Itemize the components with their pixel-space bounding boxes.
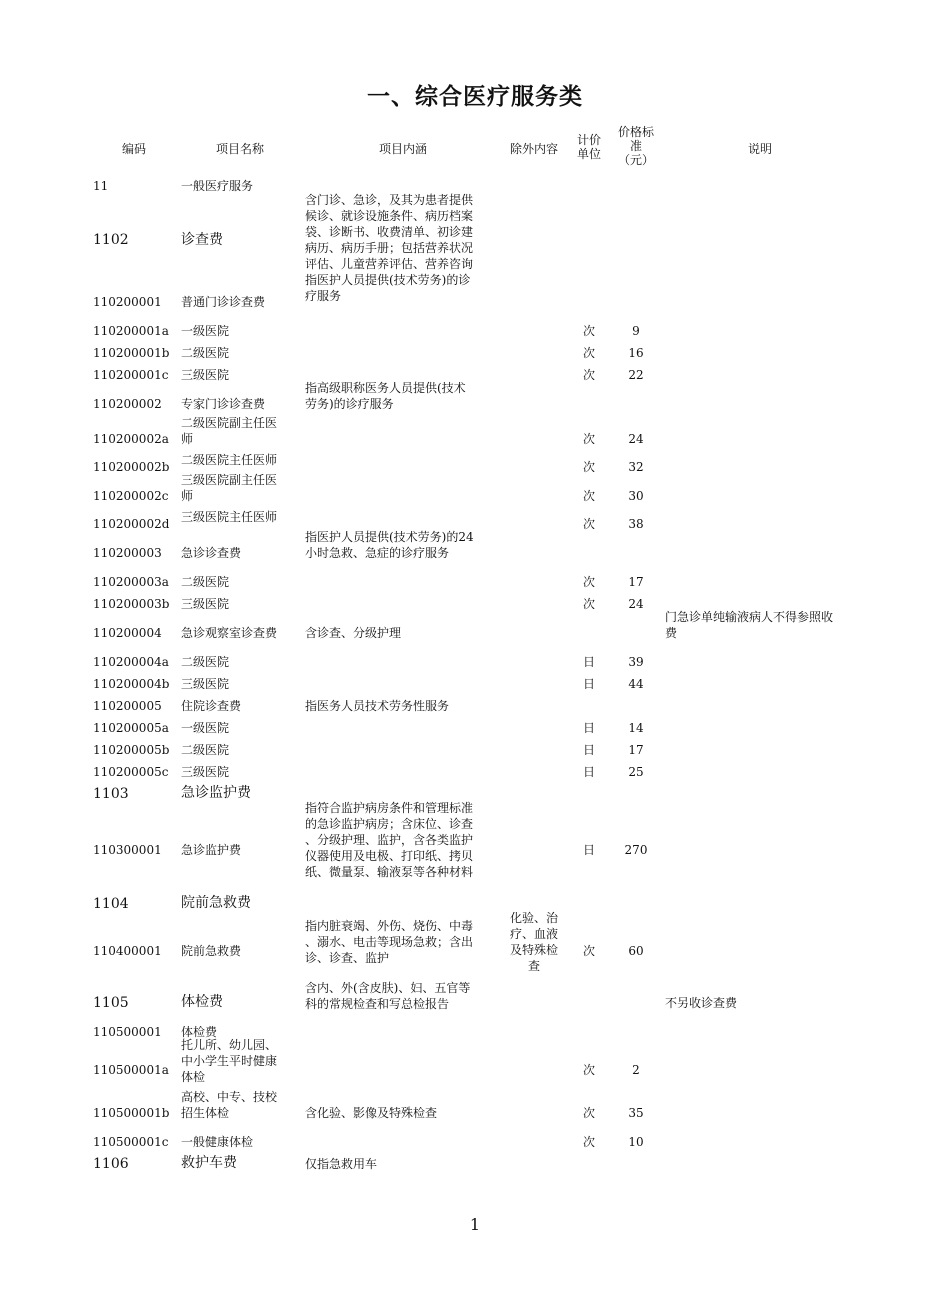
code-cell: 1103 — [93, 786, 129, 802]
code-cell: 110200001c — [93, 368, 169, 382]
price-cell: 24 — [628, 432, 644, 446]
item-name-cell: 急诊诊查费 — [181, 546, 242, 560]
item-name-cell: 三级医院副主任医 师 — [181, 473, 278, 503]
item-name-cell: 院前急救费 — [181, 944, 242, 958]
price-cell: 39 — [628, 655, 644, 669]
code-cell: 110200002a — [93, 432, 169, 446]
item-name-cell: 诊查费 — [181, 232, 223, 248]
item-name-cell: 三级医院 — [181, 677, 230, 691]
description-cell: 含内、外(含皮肤)、妇、五官等 科的常规检查和写总检报告 — [305, 981, 471, 1011]
unit-cell: 次 — [582, 346, 595, 360]
price-cell: 24 — [628, 597, 644, 611]
price-cell: 17 — [628, 743, 644, 757]
note-cell: 不另收诊查费 — [665, 996, 738, 1010]
unit-cell: 次 — [582, 1135, 595, 1149]
price-cell: 22 — [628, 368, 644, 382]
item-name-cell: 一级医院 — [181, 324, 230, 338]
item-name-cell: 一级医院 — [181, 721, 230, 735]
unit-cell: 次 — [582, 324, 595, 338]
description-cell: 指医护人员提供(技术劳务)的24 小时急救、急症的诊疗服务 — [305, 530, 474, 560]
item-name-cell: 二级医院 — [181, 575, 230, 589]
code-cell: 1104 — [93, 896, 129, 912]
code-cell: 11 — [93, 179, 109, 193]
unit-cell: 次 — [582, 597, 595, 611]
item-name-cell: 急诊监护费 — [181, 843, 242, 857]
item-name-cell: 托儿所、幼儿园、 中小学生平时健康 体检 — [181, 1038, 278, 1084]
code-cell: 110200004b — [93, 677, 170, 691]
description-cell: 指医务人员技术劳务性服务 — [305, 699, 450, 713]
unit-cell: 次 — [582, 944, 595, 958]
price-cell: 25 — [628, 765, 644, 779]
unit-cell: 次 — [582, 1063, 595, 1077]
unit-cell: 次 — [582, 1106, 595, 1120]
code-cell: 110200001b — [93, 346, 170, 360]
price-cell: 44 — [628, 677, 644, 691]
item-name-cell: 院前急救费 — [181, 895, 251, 911]
item-name-cell: 二级医院主任医师 — [181, 453, 278, 467]
description-cell: 含诊查、分级护理 — [305, 626, 402, 640]
code-cell: 110500001a — [93, 1063, 169, 1077]
item-name-cell: 一般医疗服务 — [181, 179, 254, 193]
item-name-cell: 二级医院 — [181, 655, 230, 669]
description-cell: 仅指急救用车 — [305, 1157, 378, 1171]
item-name-cell: 一般健康体检 — [181, 1135, 254, 1149]
item-name-cell: 急诊监护费 — [181, 785, 251, 801]
note-cell: 门急诊单纯输液病人不得参照收 费 — [665, 610, 834, 640]
code-cell: 110200004 — [93, 626, 162, 640]
code-cell: 110300001 — [93, 843, 162, 857]
price-cell: 270 — [624, 843, 648, 857]
unit-cell: 次 — [582, 489, 595, 503]
header-name: 项目名称 — [215, 142, 264, 156]
header-code: 编码 — [121, 142, 146, 156]
item-name-cell: 二级医院 — [181, 743, 230, 757]
price-cell: 38 — [628, 517, 644, 531]
page-number: 1 — [469, 1215, 481, 1234]
exclusion-cell: 化验、治 疗、血液 及特殊检 查 — [509, 911, 558, 973]
item-name-cell: 二级医院副主任医 师 — [181, 416, 278, 446]
code-cell: 110500001c — [93, 1135, 169, 1149]
description-cell: 指符合监护病房条件和管理标准 的急诊监护病房；含床位、诊查 、分级护理、监护，含各类监护 仪器使用及电极、打印纸、拷贝 纸、微量泵、输液泵等各种材料 — [305, 801, 474, 879]
price-cell: 17 — [628, 575, 644, 589]
item-name-cell: 急诊观察室诊查费 — [181, 626, 278, 640]
code-cell: 110200001a — [93, 324, 169, 338]
code-cell: 110400001 — [93, 944, 162, 958]
code-cell: 110200003 — [93, 546, 162, 560]
unit-cell: 日 — [582, 843, 595, 857]
item-name-cell: 专家门诊诊查费 — [181, 397, 266, 411]
price-cell: 16 — [628, 346, 644, 360]
code-cell: 110200005 — [93, 699, 162, 713]
price-cell: 10 — [628, 1135, 644, 1149]
header-price: 价格标 准 （元） — [617, 125, 654, 167]
item-name-cell: 三级医院主任医师 — [181, 510, 278, 524]
unit-cell: 次 — [582, 517, 595, 531]
description-cell: 指内脏衰竭、外伤、烧伤、中毒 、溺水、电击等现场急救；含出 诊、诊查、监护 — [305, 919, 474, 965]
unit-cell: 次 — [582, 575, 595, 589]
unit-cell: 日 — [582, 677, 595, 691]
code-cell: 110200004a — [93, 655, 169, 669]
code-cell: 110200003b — [93, 597, 170, 611]
item-name-cell: 三级医院 — [181, 368, 230, 382]
code-cell: 110500001b — [93, 1106, 170, 1120]
header-desc: 项目内涵 — [378, 142, 427, 156]
item-name-cell: 三级医院 — [181, 765, 230, 779]
price-cell: 30 — [628, 489, 644, 503]
code-cell: 110200002c — [93, 489, 169, 503]
page-title: 一、综合医疗服务类 — [367, 83, 583, 110]
code-cell: 1106 — [93, 1156, 129, 1172]
price-cell: 35 — [628, 1106, 644, 1120]
code-cell: 110200002b — [93, 460, 170, 474]
item-name-cell: 住院诊查费 — [181, 699, 242, 713]
code-cell: 1105 — [93, 995, 129, 1011]
header-excl: 除外内容 — [509, 142, 558, 156]
code-cell: 110200005c — [93, 765, 169, 779]
code-cell: 110500001 — [93, 1025, 162, 1039]
item-name-cell: 救护车费 — [181, 1155, 237, 1171]
unit-cell: 日 — [582, 655, 595, 669]
item-name-cell: 普通门诊诊查费 — [181, 295, 266, 309]
item-name-cell: 二级医院 — [181, 346, 230, 360]
unit-cell: 日 — [582, 721, 595, 735]
price-cell: 2 — [632, 1063, 640, 1077]
item-name-cell: 体检费 — [181, 1025, 218, 1039]
description-cell: 含门诊、急诊，及其为患者提供 候诊、就诊设施条件、病历档案 袋、诊断书、收费清单、初诊建 病历、病历手册；包括营养状况 评估、儿童营养评估、营养咨询 指医护人员提供(技术劳务)的诊 疗服务 — [305, 193, 474, 303]
code-cell: 110200002 — [93, 397, 162, 411]
code-cell: 1102 — [93, 232, 129, 248]
unit-cell: 次 — [582, 368, 595, 382]
price-cell: 14 — [628, 721, 644, 735]
unit-cell: 日 — [582, 765, 595, 779]
unit-cell: 日 — [582, 743, 595, 757]
header-unit: 计价 单位 — [576, 133, 601, 161]
code-cell: 110200001 — [93, 295, 162, 309]
header-note: 说明 — [747, 142, 772, 156]
item-name-cell: 高校、中专、技校 招生体检 — [181, 1090, 278, 1120]
price-cell: 60 — [628, 944, 644, 958]
code-cell: 110200003a — [93, 575, 169, 589]
price-cell: 32 — [628, 460, 644, 474]
price-cell: 9 — [632, 324, 640, 338]
description-cell: 指高级职称医务人员提供(技术 劳务)的诊疗服务 — [305, 381, 466, 411]
code-cell: 110200005b — [93, 743, 170, 757]
unit-cell: 次 — [582, 460, 595, 474]
code-cell: 110200005a — [93, 721, 169, 735]
code-cell: 110200002d — [93, 517, 170, 531]
item-name-cell: 三级医院 — [181, 597, 230, 611]
unit-cell: 次 — [582, 432, 595, 446]
item-name-cell: 体检费 — [181, 994, 223, 1010]
description-cell: 含化验、影像及特殊检查 — [305, 1106, 438, 1120]
